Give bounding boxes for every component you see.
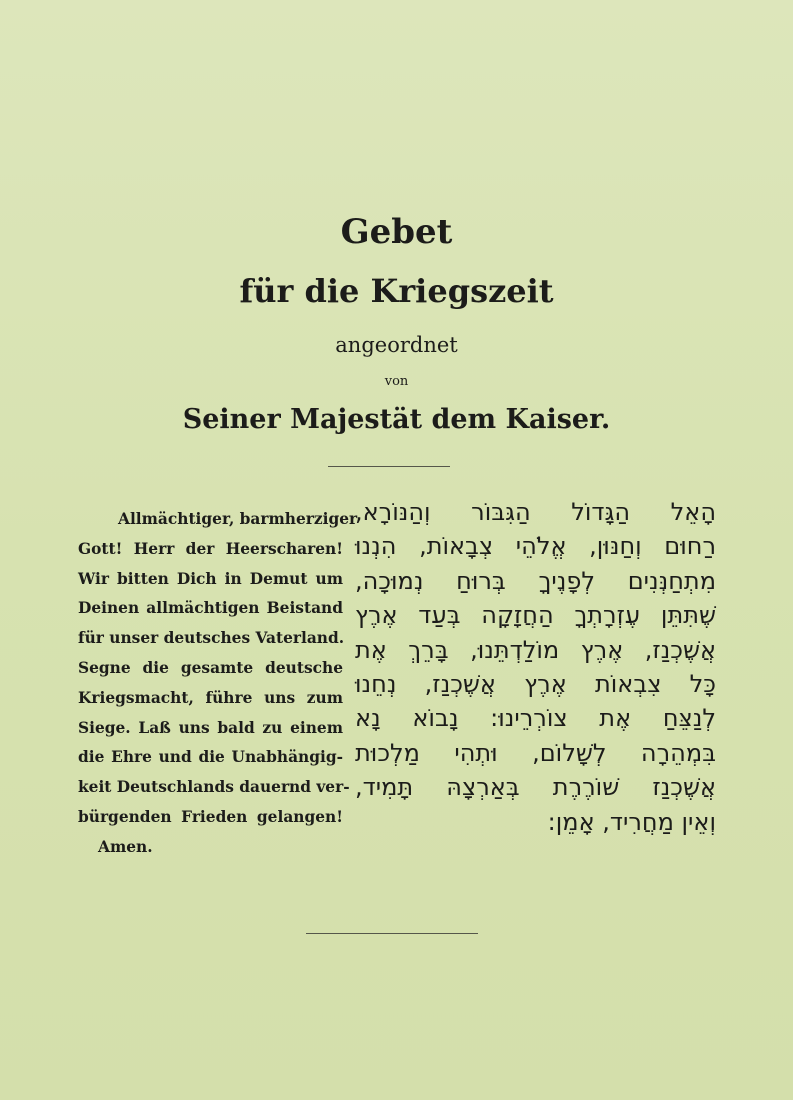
hebrew-line: לְנַצֵּחַ אֶת צוֹרְרֵינוּ: נָבוֹא נָא (355, 704, 716, 733)
german-line: Segne die gesamte deutsche (78, 658, 343, 677)
hebrew-line: אֲשֶׁכְנַז, אֶרֶץ מוֹלַדְתֵּנוּ, בָּרֵךְ אֶת (355, 635, 716, 664)
hebrew-line: שֶׁתִּתֵּן עֶזְרָתְךָ הַחֲזָקָה בְּעַד אֶרֶץ (355, 601, 716, 630)
ordained-text: angeordnet (335, 333, 458, 357)
top-divider (328, 466, 450, 467)
hebrew-line: מִתְחַנְּנִים לְפָנֶיךָ בְּרוּחַ נְמוּכָה, (355, 566, 716, 595)
german-line: Kriegsmacht, führe uns zum (78, 688, 343, 707)
german-line: bürgenden Frieden gelangen! (78, 807, 343, 826)
bottom-divider (306, 933, 478, 934)
german-line: keit Deutschlands dauernd ver- (78, 778, 350, 797)
german-line: Allmächtiger, barmherziger (118, 510, 358, 528)
german-line: Deinen allmächtigen Beistand (78, 599, 343, 618)
german-line: die Ehre und die Unabhängig- (78, 748, 343, 767)
by-text: von (384, 374, 409, 389)
authority-text: Seiner Majestät dem Kaiser. (182, 404, 611, 435)
hebrew-line-amen: וְאֵין מַחֲרִיד, אָמֵן: (547, 807, 716, 836)
title: Gebet (340, 212, 453, 252)
hebrew-line: בִּמְהֵרָה לְשָׁלוֹם, וּתְהִי מַלְכוּת (355, 738, 716, 767)
german-line: Wir bitten Dich in Demut um (78, 569, 343, 588)
hebrew-line: רַחוּם וְחַנּוּן, אֱלֹהֵי צְבָאוֹת, הִנְנוּ (355, 532, 716, 561)
hebrew-line: כָּל צִבְאוֹת אֶרֶץ אֲשֶׁכְנַז, נְחֵנוּ (355, 670, 716, 699)
hebrew-line: אֲשֶׁכְנַז שׁוֹרֶרֶת בְּאַרְצָהּ תָּמִיד, (355, 773, 716, 802)
german-prayer (78, 505, 358, 863)
subtitle: für die Kriegszeit (239, 272, 554, 310)
german-line: Siege. Laß uns bald zu einem (78, 718, 343, 737)
german-line-amen: Amen. (98, 837, 153, 856)
german-line: für unser deutsches Vaterland. (78, 629, 345, 648)
hebrew-prayer (355, 495, 716, 839)
hebrew-line: הָאֵל הַגָּדוֹל הַגִּבּוֹר וְהַנּוֹרָא, (355, 498, 716, 526)
german-line: Gott! Herr der Heerscharen! (78, 539, 343, 558)
